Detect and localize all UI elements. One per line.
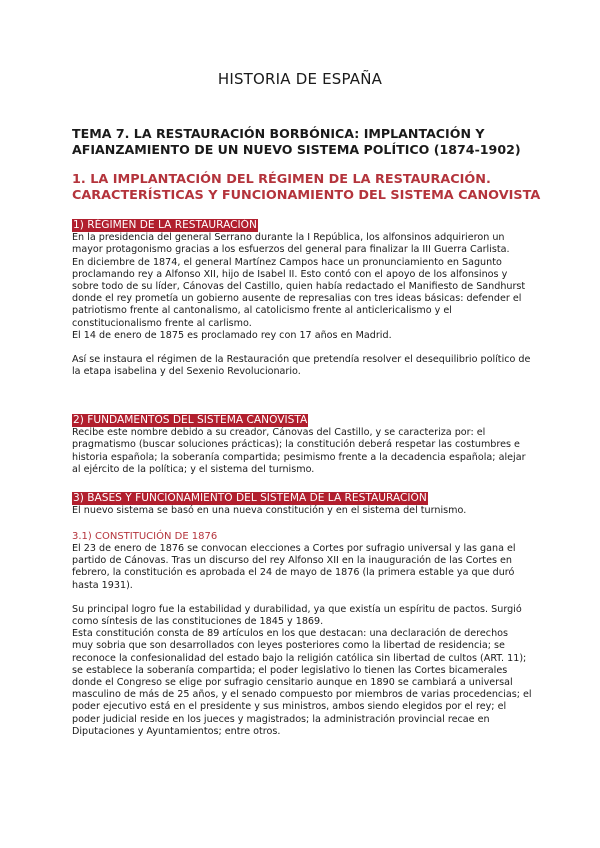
tema-heading: TEMA 7. LA RESTAURACIÓN BORBÓNICA: IMPLANTACIÓN Y AFIANZAMIENTO DE UN NUEVO SISTEMA POLÍTICO (1874-1902)	[72, 126, 521, 157]
paragraph: En diciembre de 1874, el general Martínez Campos hace un pronunciamiento en Sagunto proclamando rey a Alfonso XII, hijo de Isabel II. Esto contó con el apoyo de los alfonsinos y sobre todo de su líder, Cánovas del Castillo, quien había redactado el Manifiesto de Sandhurst donde el rey prometía un gobierno ausente de represalias con tres ideas básicas: defender el patriotismo frente al cantonalismo, al catolicismo frente al anticlericalismo y el constitucionalismo frente al carlismo.	[72, 256, 526, 329]
paragraph: Así se instaura el régimen de la Restauración que pretendía resolver el desequilibrio político de la etapa isabelina y del Sexenio Revolucionario.	[72, 354, 531, 378]
subsection-constitucion	[72, 530, 532, 738]
paragraph: El 14 de enero de 1875 es proclamado rey con 17 años en Madrid.	[72, 329, 392, 341]
paragraph: Esta constitución consta de 89 artículos en los que destacan: una declaración de derechos muy sobria que son desarrollados con leyes posteriores como la libertad de residencia; se reconoce la confesionalidad del estado bajo la religión católica sin libertad de cultos (ART. 11); se establece la soberanía compartida; el poder legislativo lo tienen las Cortes bicamerales donde el Congreso se elige por sufragio censitario aunque en 1890 se cambiará a universal masculino de más de 25 años, y el senado compuesto por miembros de varias procedencias; el poder ejecutivo está en el presidente y sus ministros, ambos siendo elegidos por el rey; el poder judicial reside en los jueces y magistrados; la administración provincial recae en Diputaciones y Ayuntamientos; entre otros.	[72, 628, 532, 737]
subsection-heading: 3.1) CONSTITUCIÓN DE 1876	[72, 531, 218, 542]
paragraph: El 23 de enero de 1876 se convocan elecciones a Cortes por sufragio universal y las gana el partido de Cánovas. Tras un discurso del rey Alfonso XII en la inauguración de las Cortes en febrero, la constitución es aprobada el 24 de mayo de 1876 (la primera estable ya que duró hasta 1931).	[72, 543, 516, 591]
section-heading-fundamentos: 2) FUNDAMENTOS DEL SISTEMA CANOVISTA	[73, 414, 308, 426]
paragraph: Su principal logro fue la estabilidad y durabilidad, ya que existía un espíritu de pactos. Surgió como síntesis de las constituciones de 1845 y 1869.	[72, 603, 522, 628]
section-fundamentos	[72, 414, 532, 476]
section-bases	[72, 492, 532, 517]
section-heading-bases: 3) BASES Y FUNCIONAMIENTO DEL SISTEMA DE LA RESTAURACIÓN	[73, 492, 427, 504]
paragraph: En la presidencia del general Serrano durante la I República, los alfonsinos adquirieron un mayor protagonismo gracias a los esfuerzos del general para finalizar la III Guerra Carlista.	[72, 232, 510, 256]
document-title: HISTORIA DE ESPAÑA	[217, 70, 383, 88]
section-heading-regimen: 1) RÉGIMEN DE LA RESTAURACIÓN	[73, 219, 257, 231]
section-regimen	[72, 219, 532, 378]
paragraph: El nuevo sistema se basó en una nueva constitución y en el sistema del turnismo.	[72, 505, 467, 517]
paragraph: Recibe este nombre debido a su creador, Cánovas del Castillo, y se caracteriza por: el pragmatismo (buscar soluciones prácticas); la constitución deberá respetar las costumbres e historia española; la soberanía compartida; pesimismo frente a la decadencia española; alejar al ejército de la política; y el sistema del turnismo.	[72, 427, 526, 475]
section-title: 1. LA IMPLANTACIÓN DEL RÉGIMEN DE LA RESTAURACIÓN. CARACTERÍSTICAS Y FUNCIONAMIENTO DEL SISTEMA CANOVISTA	[72, 172, 541, 203]
